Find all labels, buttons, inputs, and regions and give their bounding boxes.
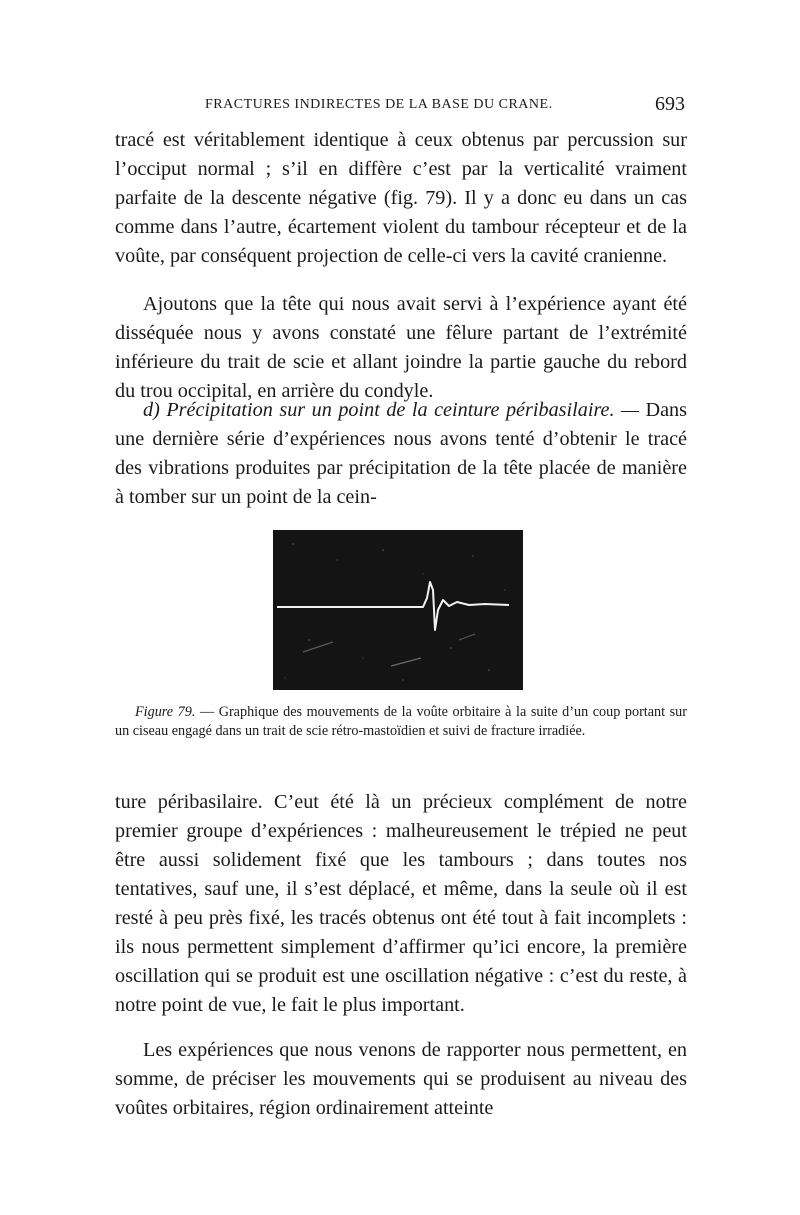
paragraph-4: ture péribasilaire. C’eut été là un précieux complément de notre premier groupe d’expériences : malheureusement le trépied ne peut être aussi solidement fixé que les tambours ; dans toutes nos tentatives, sauf une, il s’est déplacé, et même, dans la seule où il est resté à peu près fixé, les tracés obtenus ont été tout à fait incomplets : ils nous permettent simplement d’affirmer qu’ici encore, la première oscillation qui se produit est une oscillation négative : c’est du reste, à notre point de vue, le fait le plus important. — [115, 791, 687, 1016]
figure-caption — [115, 703, 687, 741]
figure-label: Figure 79. — [135, 704, 196, 720]
running-header — [205, 93, 685, 115]
paragraph-2: Ajoutons que la tête qui nous avait servi à l’expérience ayant été disséquée nous y avons constaté une fêlure partant de l’extrémité inférieure du trait de scie et allant joindre la partie gauche du rebord du trou occipital, en arrière du condyle. — [115, 293, 687, 402]
paragraph-3 — [115, 396, 687, 512]
oscillation-trace-image — [273, 530, 523, 690]
figure-79-trace — [273, 530, 523, 690]
paragraph-1: tracé est véritablement identique à ceux obtenus par percussion sur l’occiput normal ; s’il en diffère c’est par la verticalité vraiment parfaite de la descente négative (fig. 79). Il y a donc eu dans un cas comme dans l’autre, écartement violent du tambour récepteur et de la voûte, par conséquent projection de celle-ci vers la cavité cranienne. — [115, 129, 687, 267]
page-number: 693 — [655, 93, 685, 115]
section-heading: d) Précipitation sur un point de la ceinture péribasilaire. — — [143, 399, 640, 421]
section-text: Dans une dernière série d’expériences nous avons tenté d’obtenir le tracé des vibrations produites par précipitation de la tête placée de manière à tomber sur un point de la cein- — [115, 399, 688, 508]
figure-caption-text: — Graphique des mouvements de la voûte orbitaire à la suite d’un coup portant sur un ciseau engagé dans un trait de scie rétro-mastoïdien et suivi de fracture irradiée. — [115, 704, 687, 739]
paragraph-5: Les expériences que nous venons de rapporter nous permettent, en somme, de préciser les mouvements qui se produisent au niveau des voûtes orbitaires, région ordinairement atteinte — [115, 1039, 687, 1119]
running-title: FRACTURES INDIRECTES DE LA BASE DU CRANE. — [205, 97, 553, 112]
